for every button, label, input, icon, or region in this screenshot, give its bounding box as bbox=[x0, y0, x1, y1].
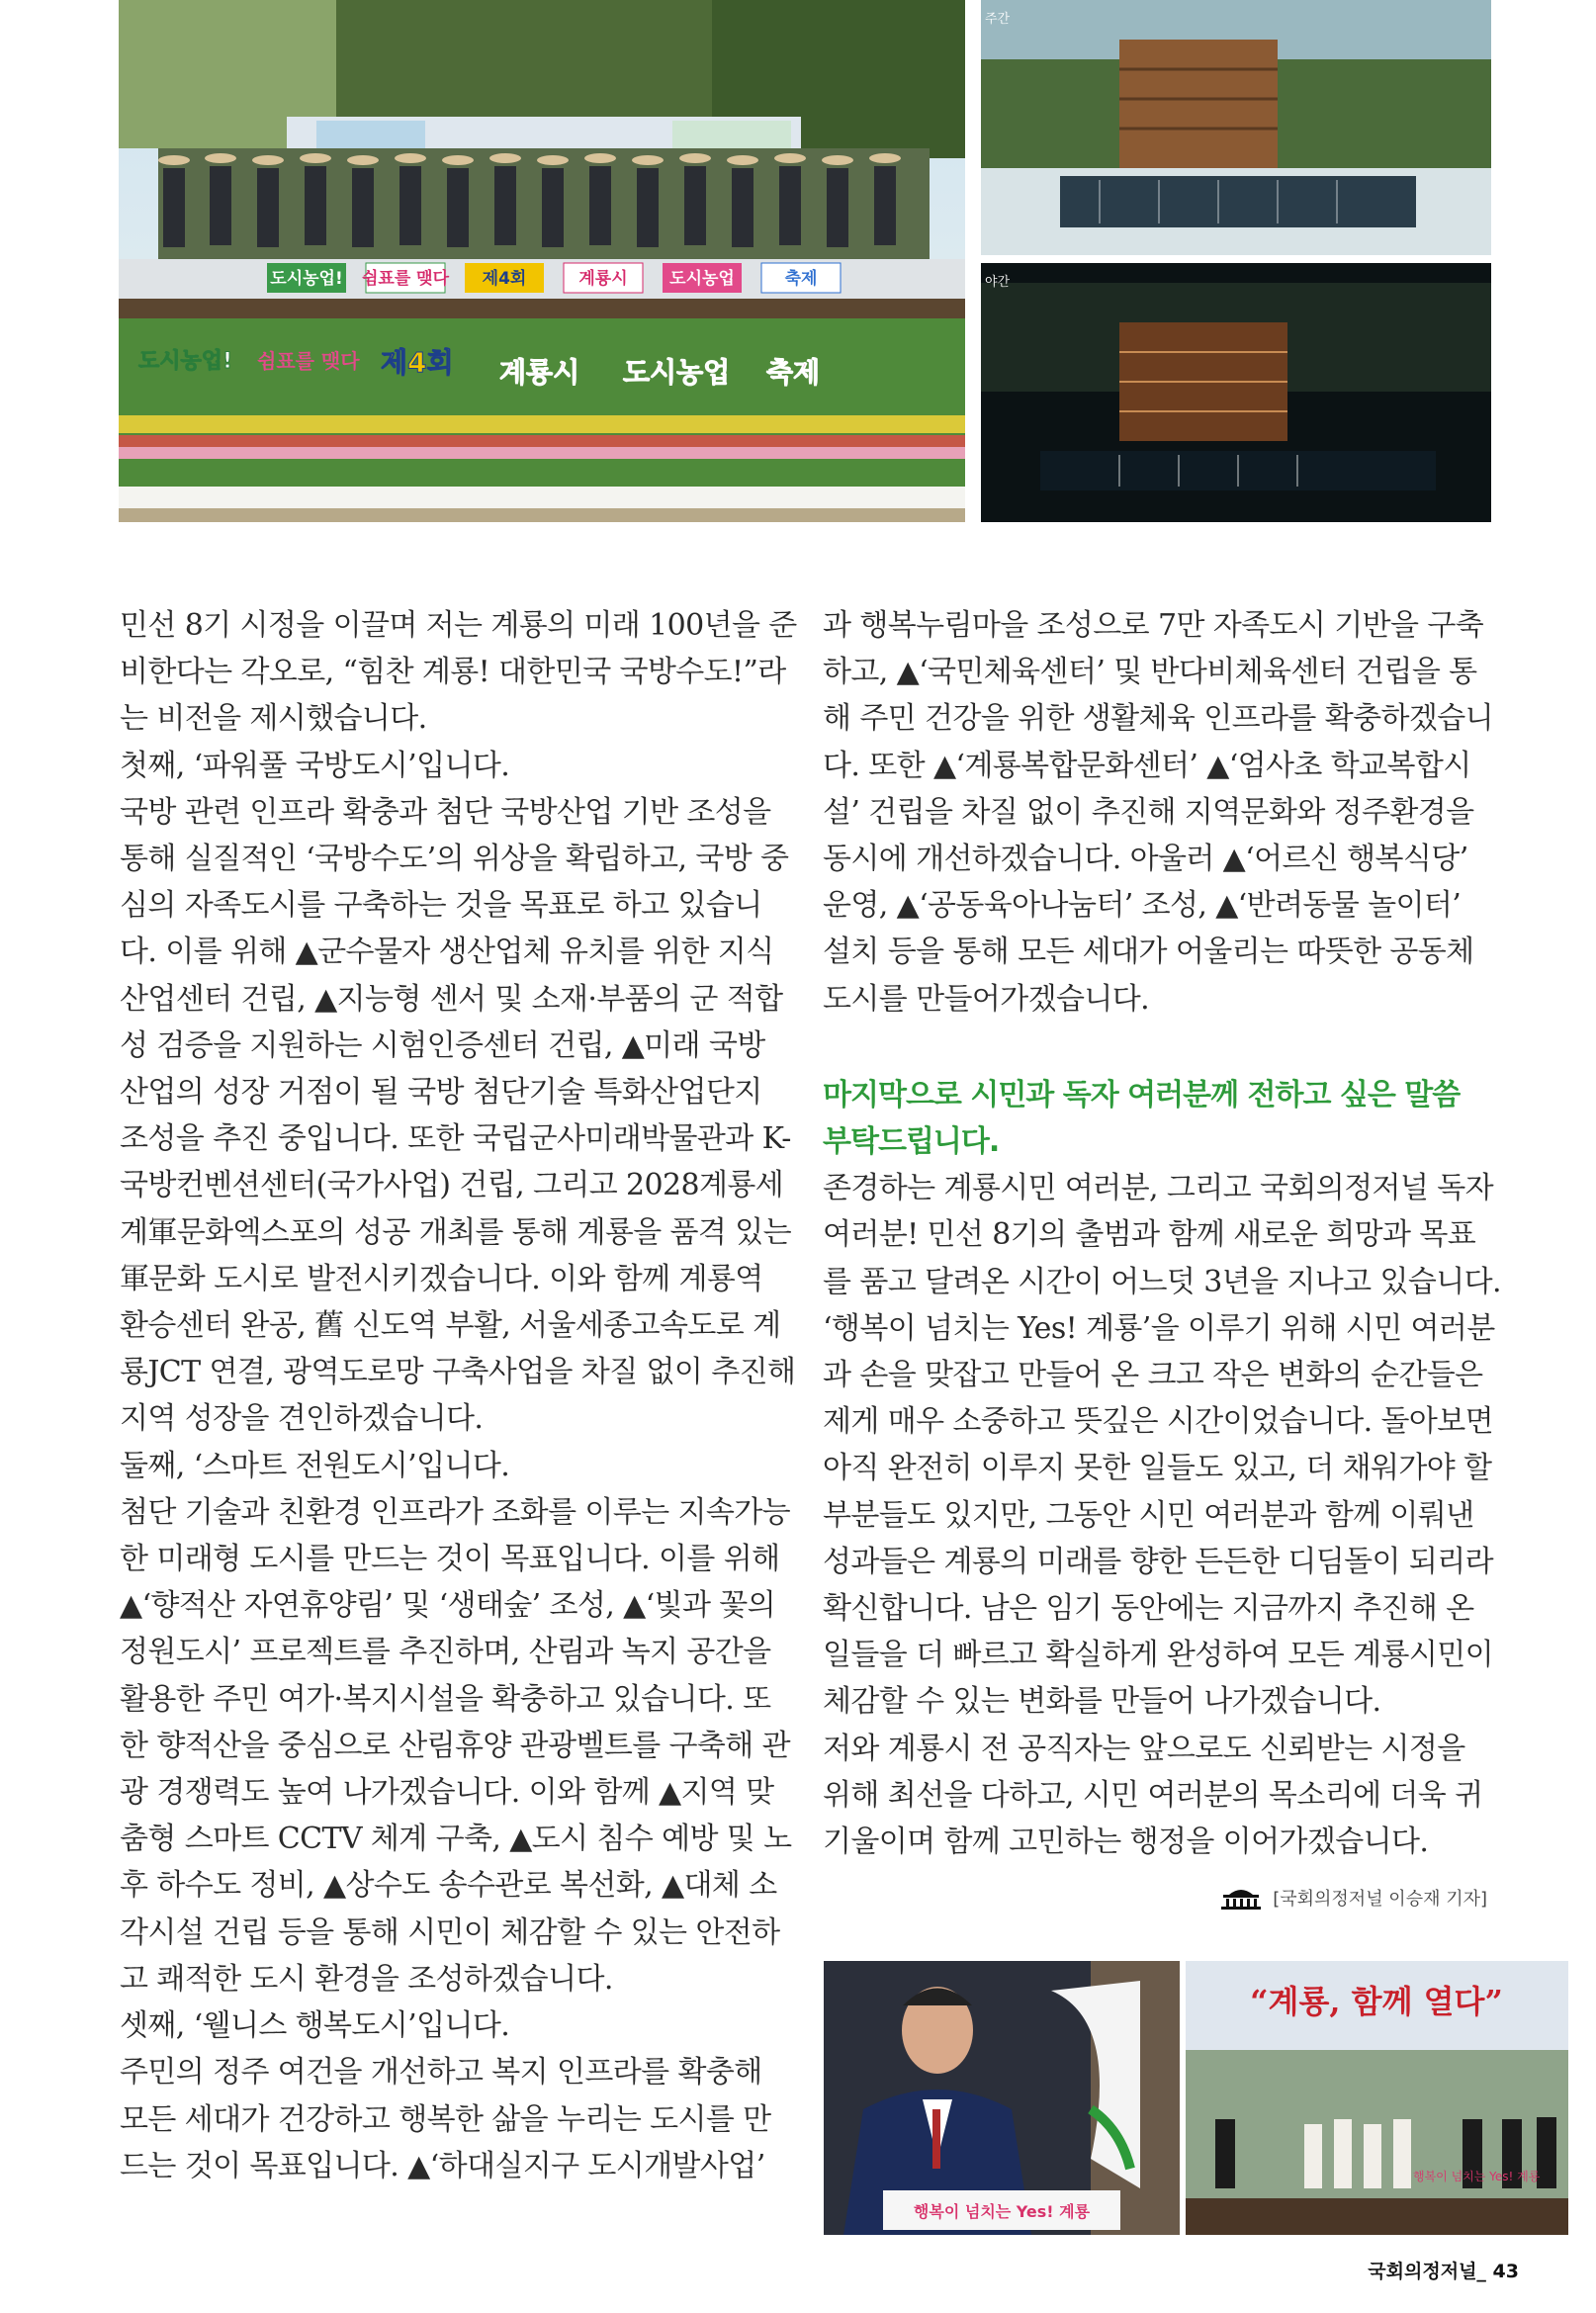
left-text-line: 심의 자족도시를 구축하는 것을 목표로 하고 있습니 bbox=[120, 888, 762, 924]
byline bbox=[1219, 1885, 1487, 1911]
left-text-line: 정원도시’ 프로젝트를 추진하며, 산림과 녹지 공간을 bbox=[120, 1635, 771, 1670]
rendering-night-label: 야간 bbox=[985, 275, 1011, 290]
mayor-speech-photo bbox=[824, 1961, 1180, 2235]
flowerbed-text-5: 도시농업 bbox=[623, 356, 731, 389]
right-text-line: 확신합니다. 남은 임기 동안에는 지금까지 추진해 온 bbox=[823, 1591, 1474, 1627]
left-text-line: 비한다는 각오로, “힘찬 계룡! 대한민국 국방수도!”라 bbox=[120, 655, 786, 690]
rendering-night-photo bbox=[981, 263, 1491, 522]
left-text-line: 고 쾌적한 도시 환경을 조성하겠습니다. bbox=[120, 1961, 613, 1997]
left-text-line: 둘째, ‘스마트 전원도시’입니다. bbox=[120, 1448, 510, 1483]
left-text-line: 주민의 정주 여건을 개선하고 복지 인프라를 확충해 bbox=[120, 2055, 762, 2091]
right-text-line: 다. 또한 ▲‘계룡복합문화센터’ ▲‘엄사초 학교복합시 bbox=[823, 748, 1471, 783]
left-text-line: 후 하수도 정비, ▲상수도 송수관로 복선화, ▲대체 소 bbox=[120, 1868, 777, 1904]
left-text-line: 지역 성장을 견인하겠습니다. bbox=[120, 1401, 484, 1437]
left-text-line: 첨단 기술과 친환경 인프라가 조화를 이루는 지속가능 bbox=[120, 1494, 790, 1530]
left-text-line: 는 비전을 제시했습니다. bbox=[120, 701, 427, 737]
event-title: “계룡, 함께 열다” bbox=[1250, 1983, 1503, 2020]
left-text-line: 산업센터 건립, ▲지능형 센서 및 소재·부품의 군 적합 bbox=[120, 981, 783, 1017]
left-text-line: 춤형 스마트 CCTV 체계 구축, ▲도시 침수 예방 및 노 bbox=[120, 1822, 792, 1857]
right-text-line: 설치 등을 통해 모든 세대가 어울리는 따뜻한 공동체 bbox=[823, 934, 1474, 970]
left-text-line: ▲‘향적산 자연휴양림’ 및 ‘생태숲’ 조성, ▲‘빛과 꽃의 bbox=[120, 1588, 776, 1624]
stage-slogan: 행복이 넘치는 Yes! 계룡 bbox=[1413, 2170, 1541, 2183]
left-text-line: 한 향적산을 중심으로 산림휴양 관광벨트를 구축해 관 bbox=[120, 1728, 790, 1763]
left-text-line: 드는 것이 목표입니다. ▲‘하대실지구 도시개발사업’ bbox=[120, 2148, 765, 2183]
right-text-line: 설’ 건립을 차질 없이 추진해 지역문화와 정주환경을 bbox=[823, 794, 1474, 830]
right-text-line: 존경하는 계룡시민 여러분, 그리고 국회의정저널 독자 bbox=[823, 1171, 1493, 1206]
right-text-line: 위해 최선을 다하고, 시민 여러분의 목소리에 더욱 귀 bbox=[823, 1777, 1483, 1813]
article-left-column bbox=[120, 602, 797, 2189]
left-text-line: 첫째, ‘파워풀 국방도시’입니다. bbox=[120, 748, 510, 783]
flowerbed-text-4: 계룡시 bbox=[499, 356, 580, 389]
page-footer: 국회의정저널_ 43 bbox=[1368, 2261, 1519, 2282]
right-text-line: 하고, ▲‘국민체육센터’ 및 반다비체육센터 건립을 통 bbox=[823, 655, 1477, 690]
flowerbed-text-3: 제4회 bbox=[381, 346, 454, 379]
section-heading-cont: 부탁드립니다. bbox=[823, 1124, 1000, 1160]
flowerbed-text-6: 축제 bbox=[766, 356, 821, 389]
podium-slogan: 행복이 넘치는 Yes! 계룡 bbox=[913, 2202, 1091, 2221]
right-text-line: 여러분! 민선 8기의 출범과 함께 새로운 희망과 목표 bbox=[823, 1217, 1476, 1253]
section-heading: 마지막으로 시민과 독자 여러분께 전하고 싶은 말씀 bbox=[823, 1077, 1461, 1112]
left-text-line: 룡JCT 연결, 광역도로망 구축사업을 차질 없이 추진해 bbox=[120, 1355, 796, 1390]
right-text-line: 일들을 더 빠르고 확실하게 완성하여 모든 계룡시민이 bbox=[823, 1638, 1493, 1673]
right-text-line: 제게 매우 소중하고 뜻깊은 시간이었습니다. 돌아보면 bbox=[823, 1404, 1493, 1440]
left-text-line: 산업의 성장 거점이 될 국방 첨단기술 특화산업단지 bbox=[120, 1075, 762, 1111]
left-text-line: 다. 이를 위해 ▲군수물자 생산업체 유치를 위한 지식 bbox=[120, 934, 774, 970]
left-text-line: 軍문화 도시로 발전시키겠습니다. 이와 함께 계룡역 bbox=[120, 1261, 763, 1296]
left-text-line: 셋째, ‘웰니스 행복도시’입니다. bbox=[120, 2008, 510, 2044]
left-text-line: 환승센터 완공, 舊 신도역 부활, 서울세종고속도로 계 bbox=[120, 1308, 781, 1344]
article-right-column bbox=[823, 602, 1501, 1865]
left-text-line: 모든 세대가 건강하고 행복한 삶을 누리는 도시를 만 bbox=[120, 2101, 771, 2137]
right-text-line: 과 행복누림마을 조성으로 7만 자족도시 기반을 구축 bbox=[823, 608, 1484, 643]
left-text-line: 각시설 건립 등을 통해 시민이 체감할 수 있는 안전하 bbox=[120, 1914, 780, 1950]
festival-photo bbox=[119, 0, 965, 522]
left-text-line: 민선 8기 시정을 이끌며 저는 계룡의 미래 100년을 준 bbox=[120, 608, 797, 643]
left-text-line: 계軍문화엑스포의 성공 개최를 통해 계룡을 품격 있는 bbox=[120, 1214, 791, 1250]
right-text-line: 도시를 만들어가겠습니다. bbox=[823, 981, 1150, 1017]
rendering-day-photo bbox=[981, 0, 1491, 255]
left-text-line: 광 경쟁력도 높여 나가겠습니다. 이와 함께 ▲지역 맞 bbox=[120, 1775, 774, 1811]
right-text-line: 기울이며 함께 고민하는 행정을 이어가겠습니다. bbox=[823, 1824, 1429, 1860]
left-text-line: 성 검증을 지원하는 시험인증센터 건립, ▲미래 국방 bbox=[120, 1027, 765, 1063]
left-text-line: 활용한 주민 여가·복지시설을 확충하고 있습니다. 또 bbox=[120, 1681, 771, 1717]
sign-tile-2: 쉼표를 맺다 bbox=[361, 269, 450, 289]
right-text-line: 해 주민 건강을 위한 생활체육 인프라를 확충하겠습니 bbox=[823, 701, 1493, 737]
page-number: 43 bbox=[1492, 2261, 1519, 2282]
right-text-line: ‘행복이 넘치는 Yes! 계룡’을 이루기 위해 시민 여러분 bbox=[823, 1310, 1495, 1346]
right-text-line: 부분들도 있지만, 그동안 시민 여러분과 함께 이뤄낸 bbox=[823, 1497, 1474, 1533]
magazine-name: 국회의정저널 bbox=[1368, 2261, 1477, 2282]
right-text-line: 를 품고 달려온 시간이 어느덧 3년을 지나고 있습니다. bbox=[823, 1264, 1501, 1299]
sign-tile-6: 축제 bbox=[784, 269, 818, 289]
left-text-line: 국방컨벤션센터(국가사업) 건립, 그리고 2028계룡세 bbox=[120, 1168, 784, 1203]
right-text-line: 성과들은 계룡의 미래를 향한 든든한 디딤돌이 되리라 bbox=[823, 1544, 1493, 1579]
left-text-line: 국방 관련 인프라 확충과 첨단 국방산업 기반 조성을 bbox=[120, 794, 771, 830]
left-text-line: 조성을 추진 중입니다. 또한 국립군사미래박물관과 K- bbox=[120, 1121, 791, 1157]
right-text-line: 운영, ▲‘공동육아나눔터’ 조성, ▲‘반려동물 놀이터’ bbox=[823, 888, 1462, 924]
right-text-line: 체감할 수 있는 변화를 만들어 나가겠습니다. bbox=[823, 1684, 1381, 1720]
left-text-line: 한 미래형 도시를 만드는 것이 목표입니다. 이를 위해 bbox=[120, 1542, 780, 1577]
right-text-line: 동시에 개선하겠습니다. 아울러 ▲‘어르신 행복식당’ bbox=[823, 842, 1468, 877]
flowerbed-text-1: 도시농업! bbox=[138, 349, 233, 374]
flowerbed-text-2: 쉼표를 맺다 bbox=[257, 349, 360, 373]
left-text-line: 통해 실질적인 ‘국방수도’의 위상을 확립하고, 국방 중 bbox=[120, 842, 789, 877]
stage-event-photo bbox=[1186, 1961, 1568, 2235]
sign-tile-1: 도시농업! bbox=[270, 269, 343, 289]
right-text-line: 저와 계룡시 전 공직자는 앞으로도 신뢰받는 시정을 bbox=[823, 1731, 1465, 1766]
byline-text: [국회의정저널 이승재 기자] bbox=[1273, 1889, 1487, 1910]
sign-tile-3: 제4회 bbox=[482, 269, 527, 289]
sign-tile-4: 계룡시 bbox=[578, 269, 628, 289]
rendering-day-label: 주간 bbox=[985, 12, 1011, 27]
sign-tile-5: 도시농업 bbox=[669, 269, 735, 289]
assembly-building-icon bbox=[1219, 1885, 1263, 1911]
right-text-line: 아직 완전히 이루지 못한 일들도 있고, 더 채워가야 할 bbox=[823, 1451, 1492, 1486]
right-text-line: 과 손을 맞잡고 만들어 온 크고 작은 변화의 순간들은 bbox=[823, 1358, 1483, 1393]
